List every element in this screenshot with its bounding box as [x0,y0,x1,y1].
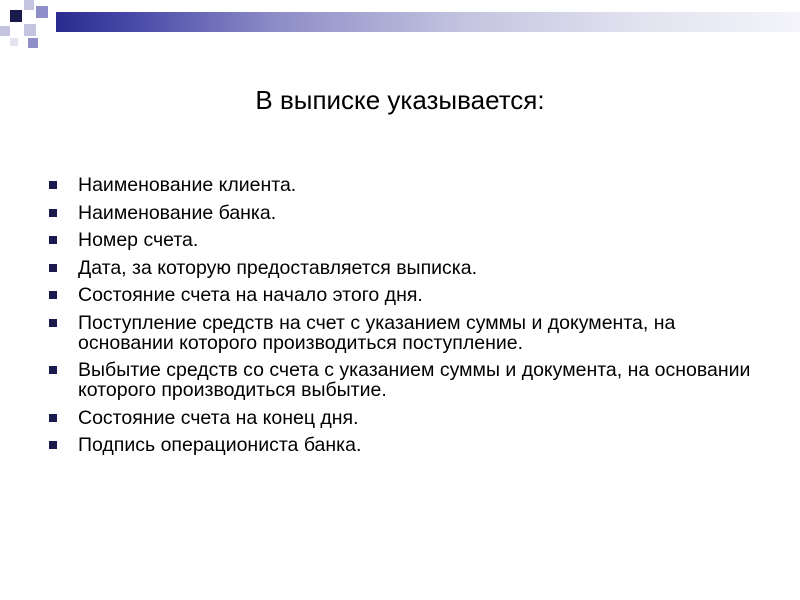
square-bullet-icon [49,264,57,272]
square-bullet-icon [49,236,57,244]
list-item-text: Номер счета. [78,229,199,251]
square-bullet-icon [49,181,57,189]
deco-square [24,0,34,10]
list-item-text: Дата, за которую предоставляется выписка. [78,256,477,279]
square-bullet-icon [49,414,57,422]
list-item [46,435,766,455]
bullet-list [46,175,766,463]
list-item [46,408,766,428]
deco-square [36,6,48,18]
header-decoration [0,0,800,50]
deco-square [24,24,36,36]
list-item [46,230,766,250]
list-item-text: Состояние счета на начало этого дня. [78,284,423,306]
list-item [46,285,766,305]
list-item [46,313,766,353]
list-item [46,360,766,400]
deco-square [10,10,22,22]
deco-square [28,38,38,48]
square-bullet-icon [49,366,57,374]
deco-square [0,26,10,36]
square-bullet-icon [49,209,57,217]
list-item-text: Выбытие средств со счета с указанием суммы и документа, на основании которого производиться выбытие. [78,359,751,401]
list-item [46,258,766,278]
square-bullet-icon [49,441,57,449]
slide-title: В выписке указывается: [255,85,545,115]
list-item [46,175,766,195]
list-item-text: Подпись операциониста банка. [78,434,362,456]
list-item-text: Наименование клиента. [78,174,297,196]
square-bullet-icon [49,291,57,299]
deco-square [10,38,18,46]
list-item-text: Наименование банка. [78,201,277,224]
list-item-text: Поступление средств на счет с указанием суммы и документа, на основании которого производиться поступление. [78,311,676,354]
list-item [46,203,766,223]
list-item-text: Состояние счета на конец дня. [78,406,359,429]
square-bullet-icon [49,319,57,327]
header-gradient-bar [56,12,800,32]
